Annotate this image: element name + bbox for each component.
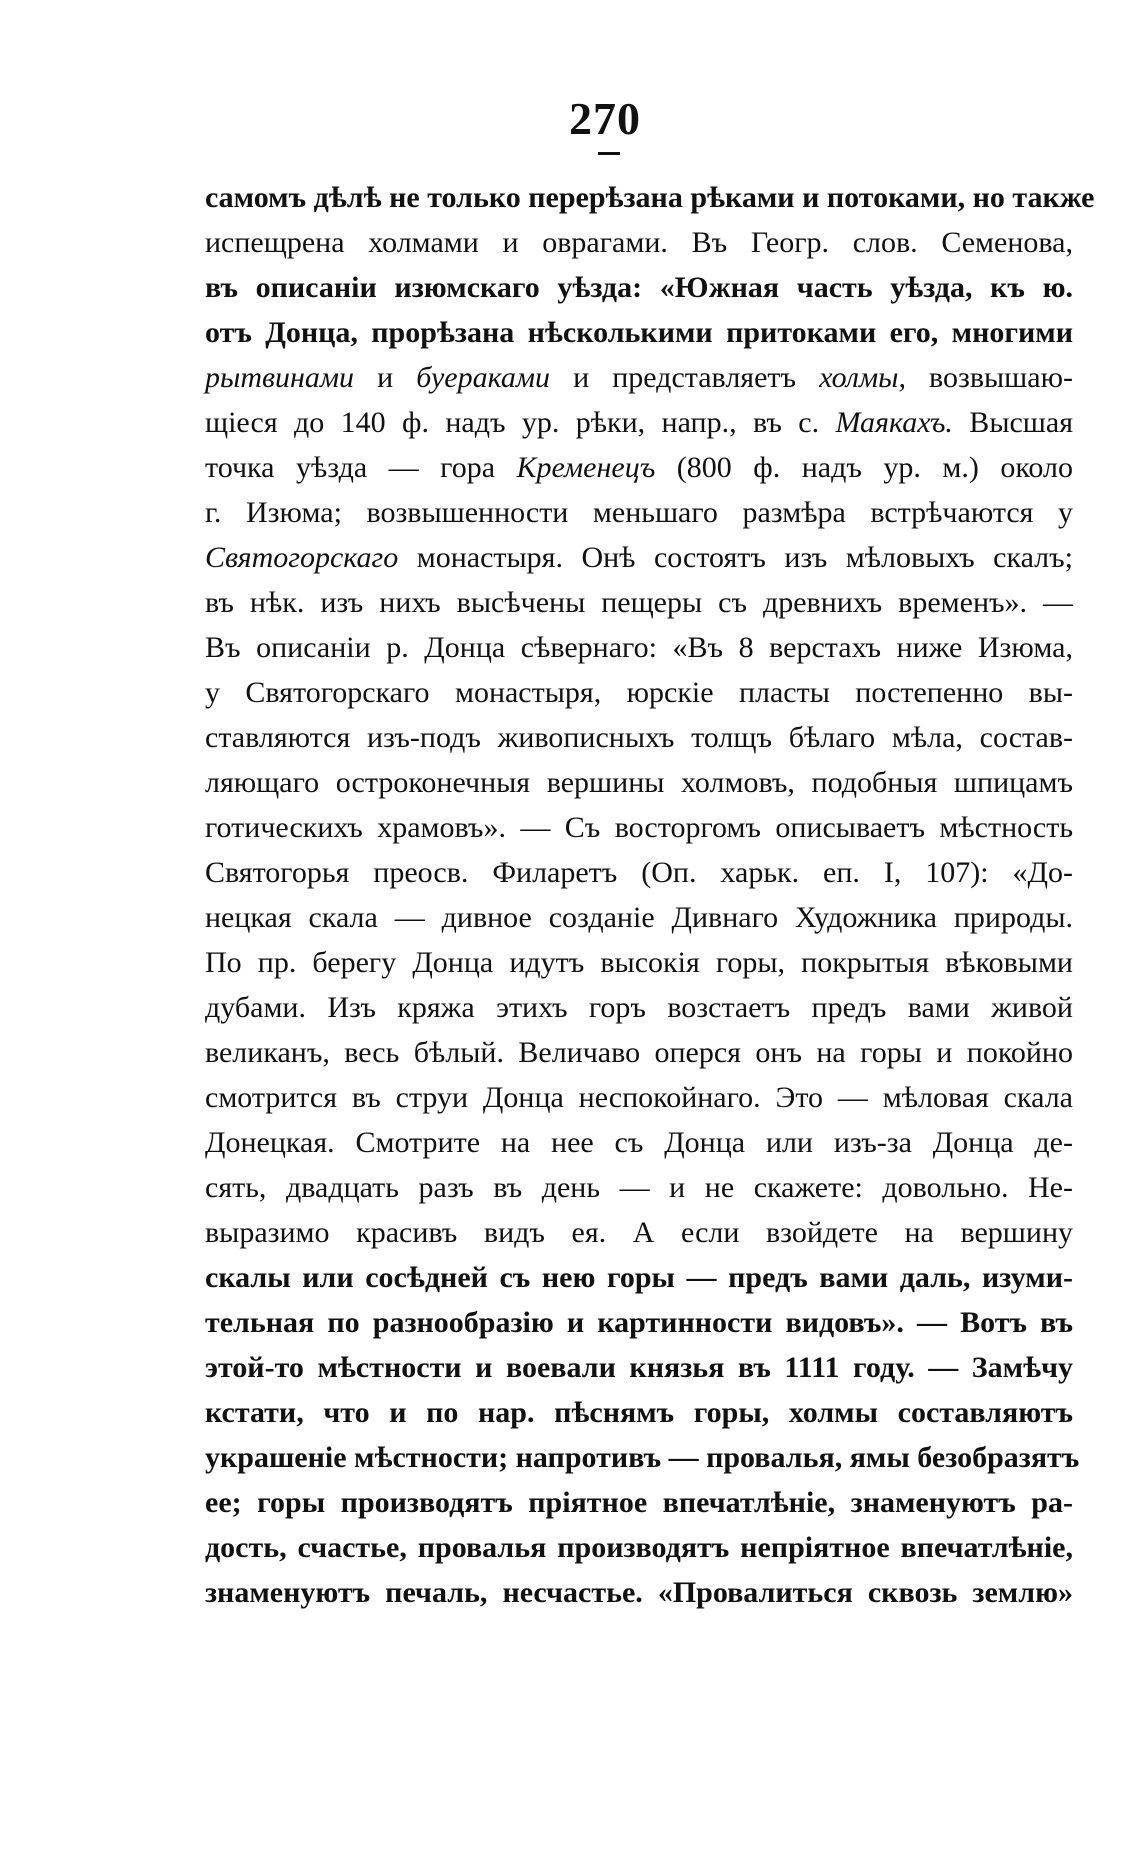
text-segment: смотрится въ струи Донца неспокойнаго. Это — мѣловая скала (205, 1081, 1073, 1114)
text-segment: дубами. Изъ кряжа этихъ горъ возстаетъ предъ вами живой (205, 991, 1073, 1024)
text-line (205, 670, 1073, 715)
text-segment: украшеніе мѣстности; напротивъ — провалья, ямы безобразятъ (205, 1441, 1080, 1474)
text-segment: знаменуютъ печаль, несчастье. «Провалиться сквозь землю» (205, 1576, 1073, 1609)
text-segment: ее; горы производятъ пріятное впечатлѣніе, знаменуютъ ра- (205, 1486, 1073, 1519)
text-segment: въ нѣк. изъ нихъ высѣчены пещеры съ древнихъ временъ». — (205, 586, 1073, 619)
text-segment: буераками (416, 361, 551, 394)
text-segment: Маякахъ. (835, 406, 953, 439)
text-line (205, 1120, 1073, 1165)
text-segment: готическихъ храмовъ». — Съ восторгомъ описываетъ мѣстность (205, 811, 1073, 844)
text-segment: ставляются изъ-подъ живописныхъ толщъ бѣлаго мѣла, состав- (205, 721, 1073, 754)
text-segment: у Святогорскаго монастыря, юрскіе пласты постепенно вы- (205, 676, 1073, 709)
text-line (205, 805, 1073, 850)
text-segment: выразимо красивъ видъ ея. А если взойдете на вершину (205, 1216, 1073, 1249)
text-segment: рытвинами (205, 361, 355, 394)
text-line (205, 1210, 1073, 1255)
text-line (205, 265, 1073, 310)
body-text (205, 175, 1095, 1615)
text-line (205, 445, 1073, 490)
text-segment: Высшая (952, 406, 1074, 439)
text-line (205, 985, 1073, 1030)
text-line (205, 940, 1073, 985)
text-line (205, 1480, 1073, 1525)
text-line (205, 1300, 1073, 1345)
text-line (205, 490, 1073, 535)
text-segment: Въ описаніи р. Донца сѣвернаго: «Въ 8 верстахъ ниже Изюма, (205, 631, 1073, 664)
text-segment: нецкая скала — дивное созданіе Дивнаго Художника природы. (205, 901, 1073, 934)
text-segment: великанъ, весь бѣлый. Величаво оперся онъ на горы и покойно (205, 1036, 1073, 1069)
page-number-rule (598, 152, 620, 155)
text-segment: Святогорскаго (205, 541, 399, 574)
text-segment: скалы или сосѣдней съ нею горы — предъ вами даль, изуми- (205, 1261, 1073, 1294)
text-line (205, 760, 1073, 805)
text-segment: Донецкая. Смотрите на нее съ Донца или изъ-за Донца де- (205, 1126, 1073, 1159)
text-segment: монастыря. Онѣ состоятъ изъ мѣловыхъ скалъ; (398, 541, 1073, 574)
text-line (205, 400, 1073, 445)
text-segment: Кременецъ (516, 451, 656, 484)
text-segment: г. Изюма; возвышенности меньшаго размѣра встрѣчаются у (205, 496, 1073, 529)
text-segment: въ описаніи изюмскаго уѣзда: «Южная часть уѣзда, къ ю. (205, 271, 1073, 304)
text-segment: дость, счастье, провалья производятъ непріятное впечатлѣніе, (205, 1531, 1073, 1564)
text-segment: тельная по разнообразію и картинности видовъ». — Вотъ въ (205, 1306, 1073, 1339)
text-line (205, 1030, 1073, 1075)
text-segment: (800 ф. надъ ур. м.) около (655, 451, 1073, 484)
text-line (205, 1255, 1073, 1300)
text-line (205, 310, 1073, 355)
text-segment: По пр. берегу Донца идутъ высокія горы, покрытыя вѣковыми (205, 946, 1073, 979)
text-segment: этой-то мѣстности и воевали князья въ 1111 году. — Замѣчу (205, 1351, 1073, 1384)
text-line (205, 1525, 1073, 1570)
text-line (205, 175, 1095, 220)
text-line (205, 715, 1073, 760)
text-line (205, 580, 1073, 625)
text-line (205, 1435, 1080, 1480)
text-segment: ляющаго остроконечныя вершины холмовъ, подобныя шпицамъ (205, 766, 1073, 799)
page-number: 270 (569, 93, 641, 144)
text-line (205, 220, 1073, 265)
text-line (205, 625, 1073, 670)
text-line (205, 1570, 1073, 1615)
text-segment: кстати, что и по нар. пѣснямъ горы, холмы составляютъ (205, 1396, 1073, 1429)
text-line (205, 1075, 1073, 1120)
text-line (205, 535, 1073, 580)
text-segment: и представляетъ (550, 361, 820, 394)
text-segment: Святогорья преосв. Филаретъ (Оп. харьк. еп. I, 107): «До- (205, 856, 1073, 889)
text-segment: точка уѣзда — гора (205, 451, 517, 484)
text-segment: испещрена холмами и оврагами. Въ Геогр. слов. Семенова, (205, 226, 1073, 259)
text-segment: щіеся до 140 ф. надъ ур. рѣки, напр., въ с. (205, 406, 836, 439)
text-line (205, 850, 1073, 895)
text-segment: и (354, 361, 417, 394)
text-line (205, 1165, 1073, 1210)
text-segment: сять, двадцать разъ въ день — и не скажете: довольно. Не- (205, 1171, 1073, 1204)
text-segment: отъ Донца, прорѣзана нѣсколькими притоками его, многими (205, 316, 1073, 349)
text-line (205, 355, 1073, 400)
text-segment: возвышаю- (905, 361, 1074, 394)
text-segment: холмы, (819, 361, 906, 394)
text-segment: самомъ дѣлѣ не только перерѣзана рѣками и потоками, но также (205, 181, 1095, 214)
text-line (205, 895, 1073, 940)
text-line (205, 1345, 1073, 1390)
text-line (205, 1390, 1073, 1435)
